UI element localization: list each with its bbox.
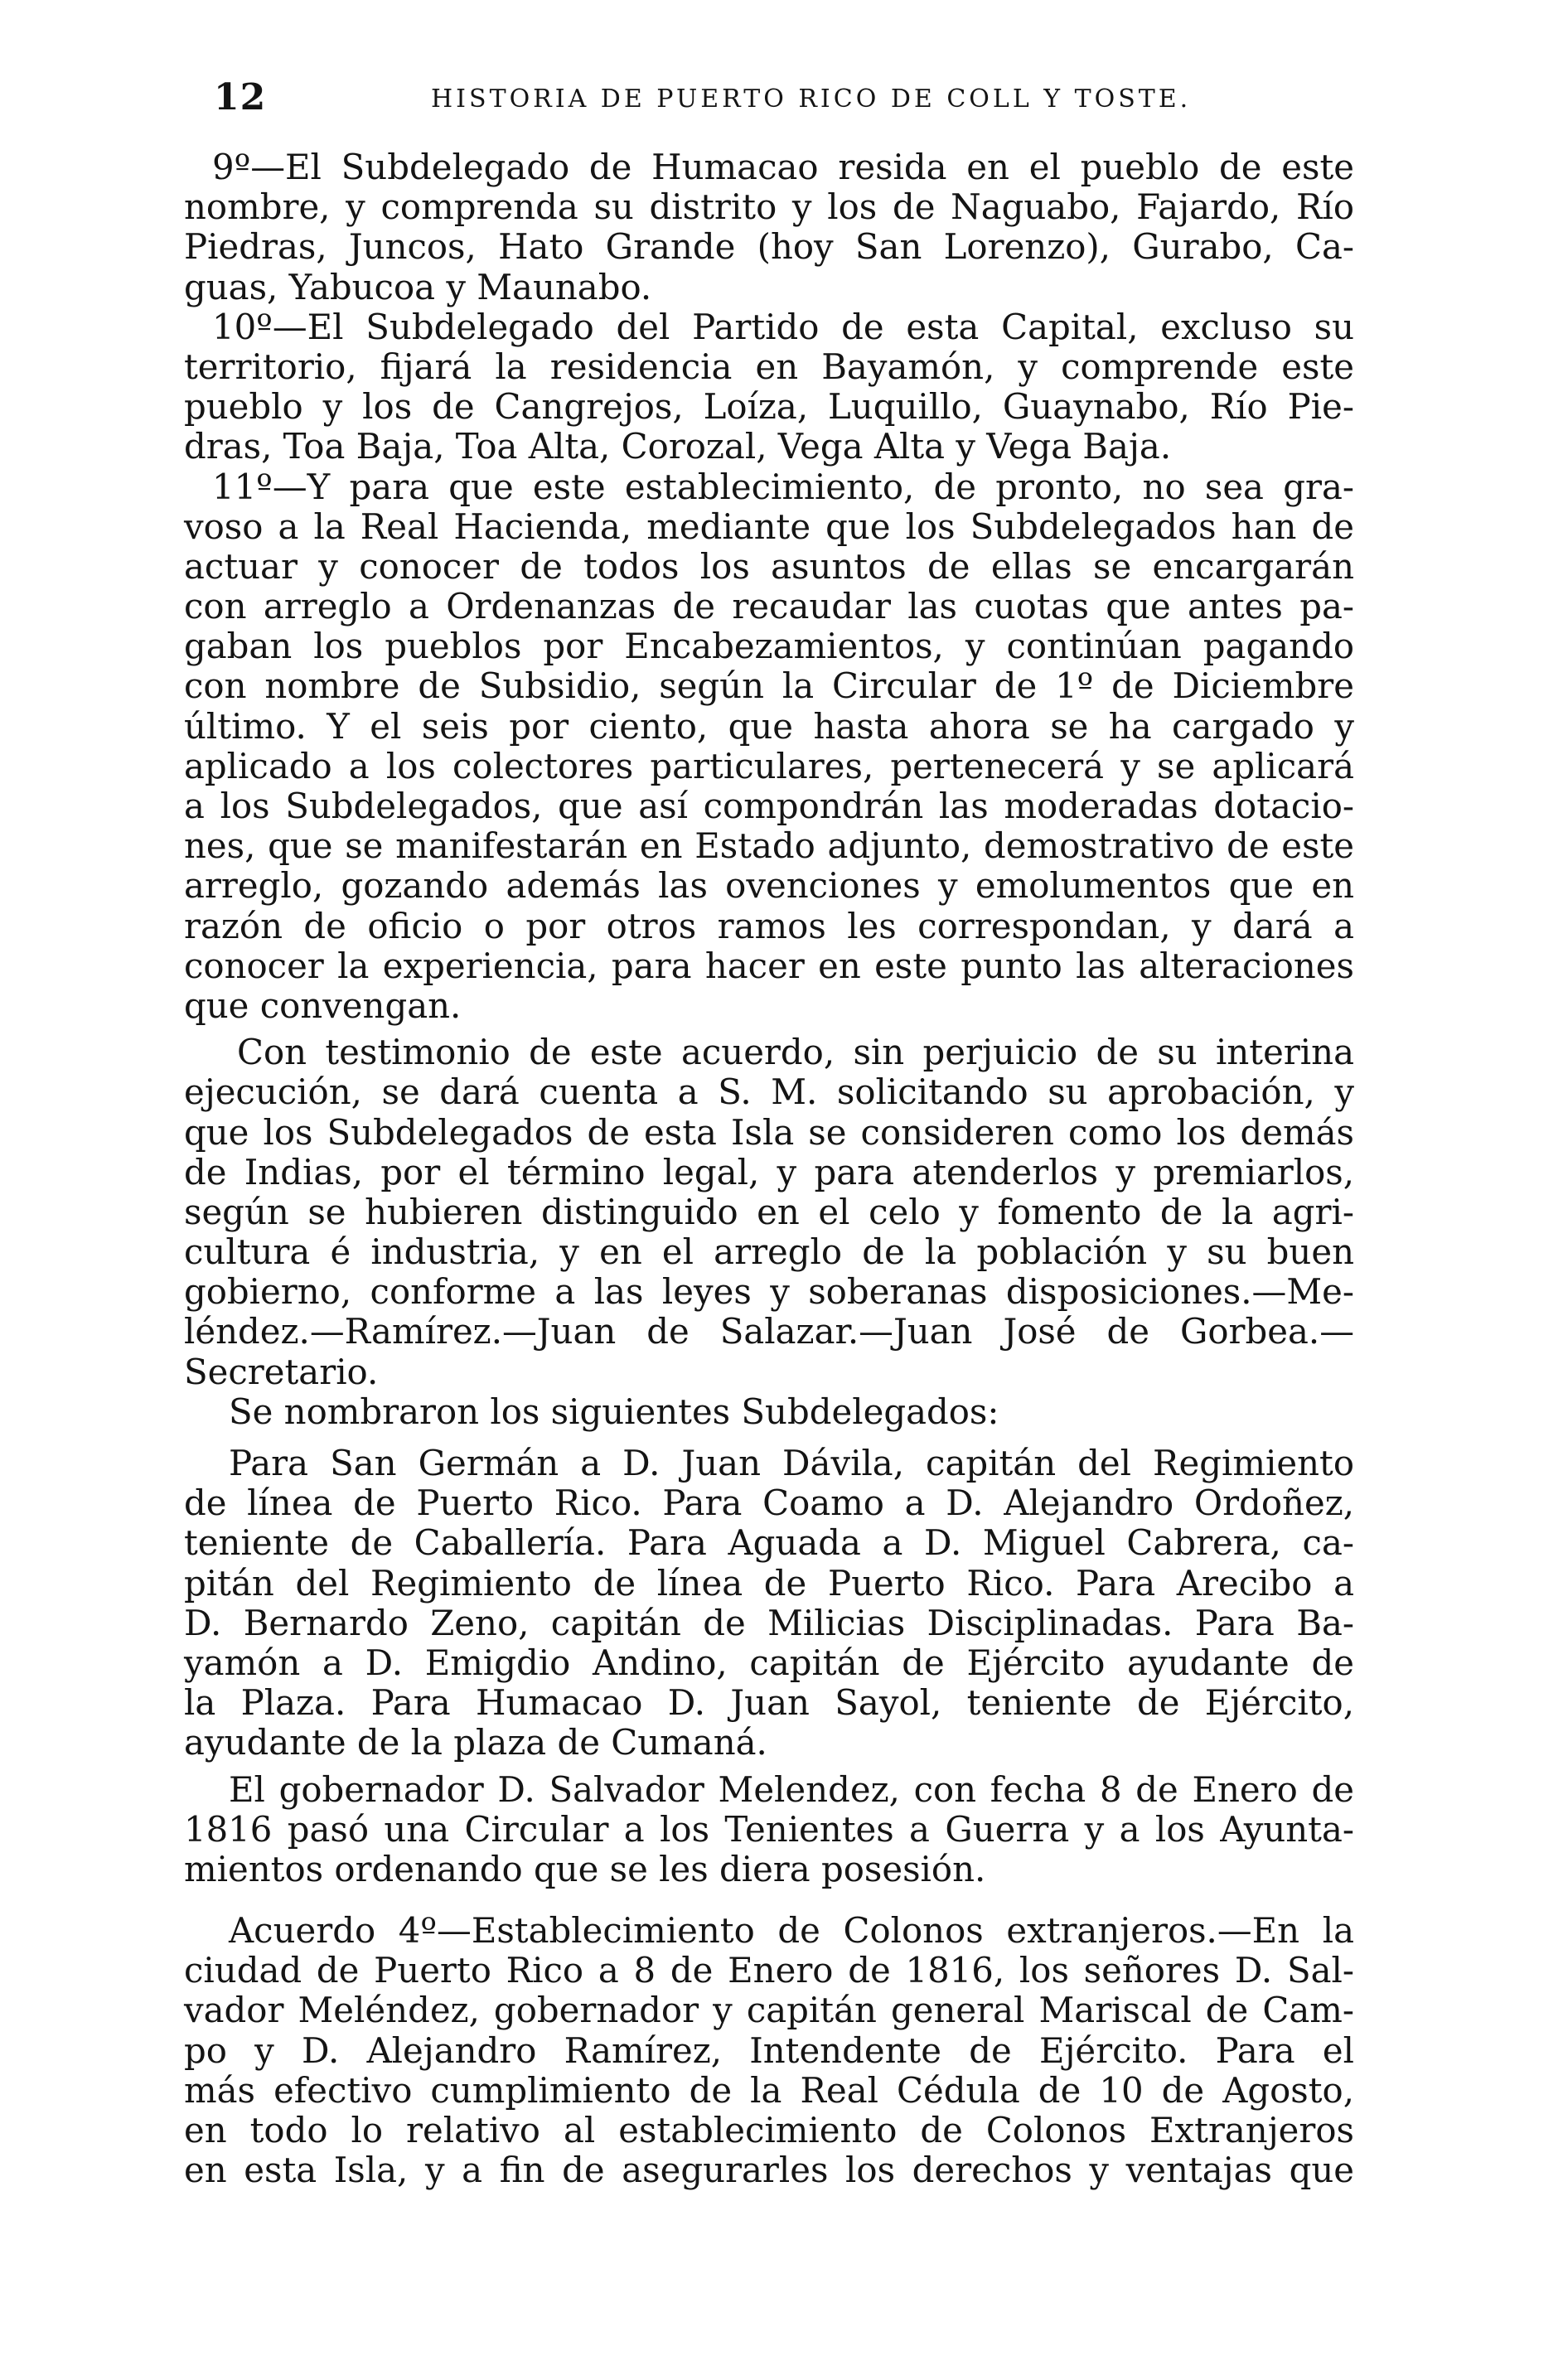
text-line: teniente de Caballería. Para Aguada a D. Miguel Cabrera, ca- — [184, 1522, 1354, 1564]
text-line: cultura é industria, y en el arreglo de la población y su buen — [184, 1231, 1354, 1273]
text-line: voso a la Real Hacienda, mediante que los Subdelegados han de — [184, 506, 1354, 547]
text-line: razón de oficio o por otros ramos les correspondan, y dará a — [184, 905, 1354, 946]
text-line: pitán del Regimiento de línea de Puerto Rico. Para Arecibo a — [184, 1562, 1354, 1604]
paragraph-nombramientos-intro — [184, 1392, 1354, 1432]
page-header — [214, 76, 1351, 126]
text-line: 1816 pasó una Circular a los Tenientes a Guerra y a los Ayunta- — [184, 1808, 1354, 1850]
text-line: 10º—El Subdelegado del Partido de esta Capital, excluso su — [212, 306, 1354, 347]
text-line: 9º—El Subdelegado de Humacao resida en el pueblo de este — [212, 147, 1354, 187]
text-line: El gobernador D. Salvador Melendez, con fecha 8 de Enero de — [229, 1768, 1354, 1810]
text-line: Secretario. — [184, 1351, 379, 1392]
text-line: en todo lo relativo al establecimiento de Colonos Extranjeros — [184, 2110, 1354, 2150]
text-line: territorio, fijará la residencia en Bayamón, y comprende este — [184, 346, 1354, 387]
text-line: a los Subdelegados, que así compondrán las moderadas dotacio- — [184, 786, 1354, 826]
page-number: 12 — [214, 76, 267, 119]
text-line: según se hubieren distinguido en el celo y fomento de la agri- — [184, 1191, 1354, 1232]
text-line: léndez.—Ramírez.—Juan de Salazar.—Juan José de Gorbea.— — [184, 1311, 1354, 1352]
text-line: pueblo y los de Cangrejos, Loíza, Luquillo, Guaynabo, Río Pie- — [184, 386, 1354, 428]
paragraph-subdelegado-capital — [184, 307, 1354, 467]
text-line: Piedras, Juncos, Hato Grande (hoy San Lorenzo), Gurabo, Ca- — [184, 226, 1354, 268]
text-line: mientos ordenando que se les diera posesión. — [184, 1848, 986, 1889]
text-line: nes, que se manifestarán en Estado adjunto, demostrativo de este — [184, 825, 1354, 867]
text-line: último. Y el seis por ciento, que hasta ahora se ha cargado y — [184, 705, 1354, 747]
text-line: de línea de Puerto Rico. Para Coamo a D. Alejandro Ordoñez, — [184, 1483, 1354, 1524]
paragraph-subdelegado-humacao — [184, 148, 1354, 307]
text-line: po y D. Alejandro Ramírez, Intendente de Ejército. Para el — [184, 2029, 1354, 2071]
body-text — [184, 148, 1354, 2190]
text-line: 11º—Y para que este establecimiento, de pronto, no sea gra- — [212, 466, 1354, 507]
text-line: actuar y conocer de todos los asuntos de ellas se encargarán — [184, 545, 1354, 587]
text-line: Para San Germán a D. Juan Dávila, capitán del Regimiento — [229, 1443, 1354, 1483]
text-line: yamón a D. Emigdio Andino, capitán de Ejército ayudante de — [184, 1642, 1354, 1683]
text-line: arreglo, gozando además las ovenciones y emolumentos que en — [184, 865, 1354, 907]
text-line: guas, Yabucoa y Maunabo. — [184, 266, 652, 307]
text-line: gobierno, conforme a las leyes y soberanas disposiciones.—Me- — [184, 1271, 1354, 1313]
text-line: de Indias, por el término legal, y para atenderlos y premiarlos, — [184, 1151, 1354, 1192]
text-line: ciudad de Puerto Rico a 8 de Enero de 1816, los señores D. Sal- — [184, 1950, 1354, 1991]
paragraph-acuerdo-colonos — [184, 1911, 1354, 2190]
text-line: Se nombraron los siguientes Subdelegados: — [229, 1391, 999, 1432]
text-line: que los Subdelegados de esta Isla se consideren como los demás — [184, 1111, 1354, 1153]
text-line: aplicado a los colectores particulares, pertenecerá y se aplicará — [184, 745, 1354, 786]
text-line: ayudante de la plaza de Cumaná. — [184, 1722, 767, 1763]
text-line: D. Bernardo Zeno, capitán de Milicias Disciplinadas. Para Ba- — [184, 1602, 1354, 1643]
paragraph-testimonio — [184, 1033, 1354, 1392]
text-line: Con testimonio de este acuerdo, sin perjuicio de su interina — [237, 1032, 1354, 1073]
text-line: nombre, y comprenda su distrito y los de Naguabo, Fajardo, Río — [184, 186, 1354, 228]
paragraph-real-hacienda — [184, 467, 1354, 1027]
text-line: ejecución, se dará cuenta a S. M. solicitando su aprobación, y — [184, 1071, 1354, 1113]
text-line: con nombre de Subsidio, según la Circular de 1º de Diciembre — [184, 665, 1354, 707]
text-line: vador Meléndez, gobernador y capitán general Mariscal de Cam- — [184, 1990, 1354, 2031]
text-line: con arreglo a Ordenanzas de recaudar las cuotas que antes pa- — [184, 586, 1354, 627]
text-line: dras, Toa Baja, Toa Alta, Corozal, Vega Alta y Vega Baja. — [184, 426, 1172, 467]
running-head: HISTORIA DE PUERTO RICO DE COLL Y TOSTE. — [431, 85, 1192, 114]
text-line: Acuerdo 4º—Establecimiento de Colonos extranjeros.—En la — [229, 1910, 1354, 1952]
text-line: conocer la experiencia, para hacer en este punto las alteraciones — [184, 945, 1354, 986]
text-line: la Plaza. Para Humacao D. Juan Sayol, teniente de Ejército, — [184, 1682, 1354, 1724]
text-line: más efectivo cumplimiento de la Real Cédula de 10 de Agosto, — [184, 2069, 1354, 2111]
paragraph-nombramientos — [184, 1444, 1354, 1763]
text-line: gaban los pueblos por Encabezamientos, y continúan pagando — [184, 626, 1354, 667]
text-line: que convengan. — [184, 984, 462, 1026]
text-line: en esta Isla, y a fin de asegurarles los derechos y ventajas que — [184, 2150, 1354, 2191]
paragraph-circular-melendez — [184, 1770, 1354, 1890]
